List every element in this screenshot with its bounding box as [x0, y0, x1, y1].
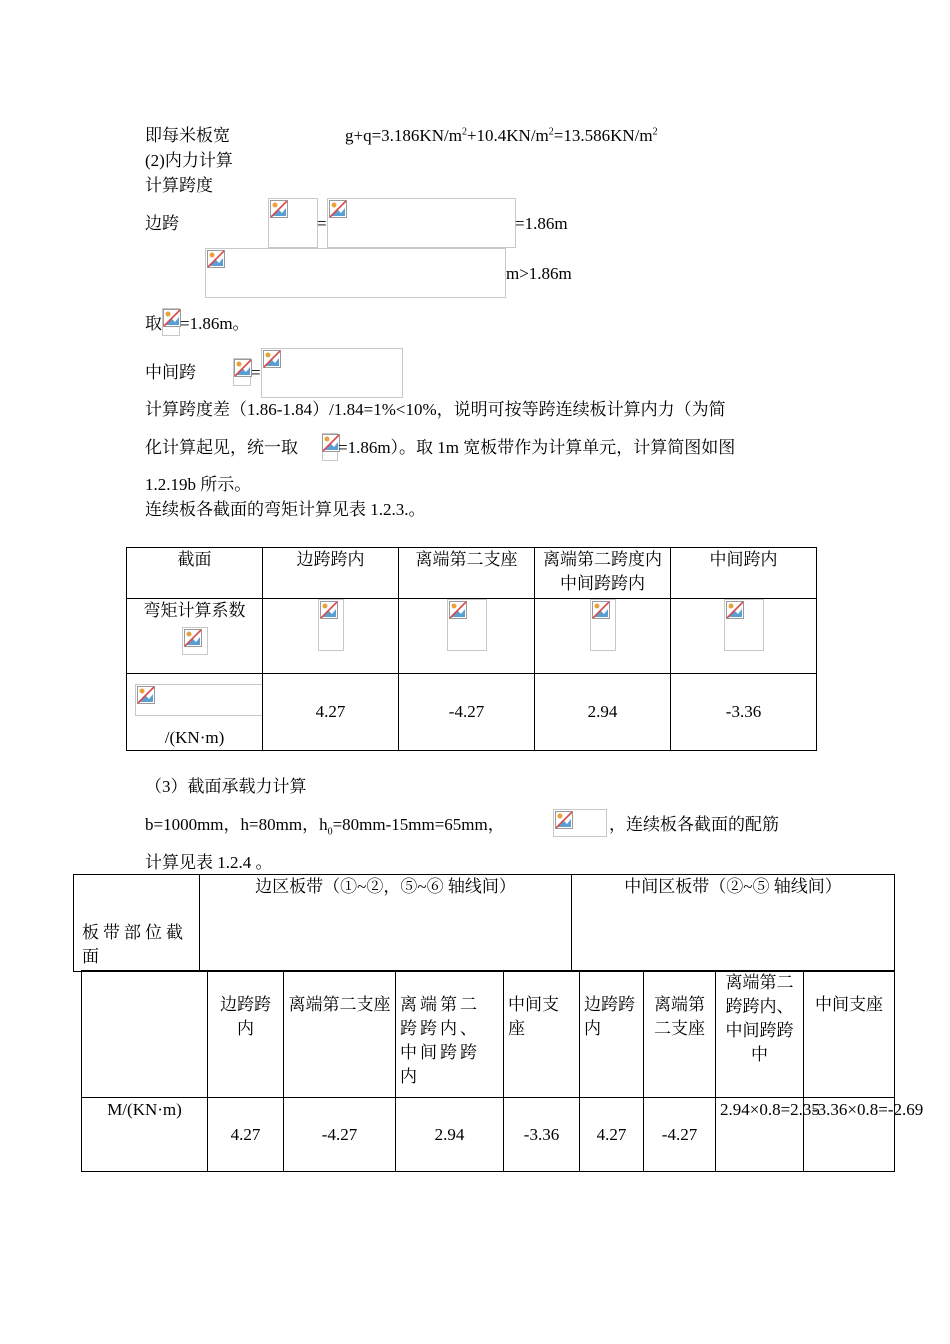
mid-span-label: 中间跨 — [145, 363, 196, 382]
moment-value: 4.27 — [263, 674, 399, 751]
formula-image — [590, 599, 616, 651]
formula-image — [322, 433, 338, 461]
broken-image-icon — [449, 601, 467, 619]
broken-image-icon — [329, 200, 347, 218]
side-span-check: m>1.86m — [506, 264, 572, 283]
paragraph-line-3: 1.2.19b 所示。 — [145, 475, 252, 494]
formula-image — [327, 198, 516, 248]
moment-value: 2.94 — [396, 1098, 504, 1172]
table-header: 中间跨内 — [671, 548, 817, 599]
coefficient-cell — [671, 599, 817, 674]
paragraph-line-2-prefix: 化计算起见，统一取 — [145, 438, 298, 457]
sub-header: 中间支座 — [504, 971, 580, 1098]
broken-image-icon — [320, 601, 338, 619]
formula-image — [233, 358, 251, 386]
group-header: 中间区板带（②~⑤ 轴线间） — [572, 875, 895, 972]
coefficient-cell — [399, 599, 535, 674]
sub-header: 离端第二支座 — [284, 971, 396, 1098]
moment-table — [126, 547, 817, 751]
formula-image — [205, 248, 506, 298]
broken-image-icon — [163, 309, 181, 327]
table-header: 离端第二跨度内中间跨跨内 — [535, 548, 671, 599]
paragraph-line-1: 计算跨度差（1.86-1.84）/1.84=1%<10%，说明可按等跨连续板计算内力（为简 — [145, 400, 726, 419]
internal-force-heading: (2)内力计算 — [145, 151, 233, 170]
load-formula: $g+q=3.186KN/m^2+10.4KN/m^2=13.586KN/m^2$ — [345, 126, 658, 145]
section3-heading: （3）截面承载力计算 — [145, 777, 307, 796]
moment-value: -4.27 — [644, 1098, 716, 1172]
table-header: 离端第二支座 — [399, 548, 535, 599]
equals-sign: = — [317, 214, 327, 233]
row-label: M/(KN·m) — [82, 1098, 208, 1172]
coefficient-label-cell — [127, 599, 263, 674]
formula-image — [724, 599, 764, 651]
broken-image-icon — [592, 601, 610, 619]
sub-header: 边跨跨内 — [208, 971, 284, 1098]
formula-image — [447, 599, 487, 651]
moment-value: -3.36×0.8=-2.69 — [804, 1098, 895, 1172]
equals-sign: = — [251, 363, 261, 382]
moment-value: 4.27 — [580, 1098, 644, 1172]
sub-header: 离端第二跨跨内、中间跨跨内 — [396, 971, 504, 1098]
broken-image-icon — [263, 350, 281, 368]
broken-image-icon — [207, 250, 225, 268]
moment-value: 2.94×0.8=2.35 — [716, 1098, 804, 1172]
broken-image-icon — [137, 686, 155, 704]
moment-label-cell — [127, 674, 263, 751]
moment-value: 4.27 — [208, 1098, 284, 1172]
paragraph-line-2: =1.86m）。取 1m 宽板带作为计算单元，计算简图如图 — [338, 438, 736, 457]
formula-image — [162, 308, 180, 336]
reinforcement-table-header — [73, 874, 895, 972]
formula-image — [261, 348, 403, 398]
section3-line-suffix: ，连续板各截面的配筋 — [609, 815, 779, 834]
broken-image-icon — [726, 601, 744, 619]
coefficient-cell — [263, 599, 399, 674]
formula-image — [268, 198, 318, 248]
broken-image-icon — [234, 359, 252, 377]
corner-label: 板带部位截面 — [74, 875, 200, 972]
take-prefix: 取 — [145, 314, 162, 333]
sub-header: 边跨跨内 — [580, 971, 644, 1098]
paragraph-line-4: 连续板各截面的弯矩计算见表 1.2.3.。 — [145, 500, 426, 519]
section3-line: b=1000mm，h=80mm，$h_0=80mm-15mm=65mm$， — [145, 815, 505, 838]
section3-line2: 计算见表 1.2.4 。 — [145, 853, 273, 872]
moment-value: -4.27 — [284, 1098, 396, 1172]
formula-image — [135, 684, 262, 716]
broken-image-icon — [270, 200, 288, 218]
take-value: =1.86m。 — [180, 314, 250, 333]
reinforcement-table — [81, 970, 924, 1172]
empty-cell — [82, 971, 208, 1098]
per-meter-label: 即每米板宽 — [145, 126, 230, 145]
moment-value: 2.94 — [535, 674, 671, 751]
side-span-label: 边跨 — [145, 214, 179, 233]
sub-header: 离端第二跨跨内、中间跨跨中 — [716, 971, 804, 1098]
coefficient-label: 弯矩计算系数 — [143, 601, 246, 620]
moment-value: -3.36 — [504, 1098, 580, 1172]
broken-image-icon — [555, 811, 573, 829]
coefficient-cell — [535, 599, 671, 674]
moment-value: -4.27 — [399, 674, 535, 751]
group-header: 边区板带（①~②，⑤~⑥ 轴线间） — [200, 875, 572, 972]
moment-unit-label: /(KN·m) — [164, 728, 225, 747]
side-span-result: =1.86m — [515, 214, 568, 233]
span-heading: 计算跨度 — [145, 176, 213, 195]
sub-header: 离端第二支座 — [644, 971, 716, 1098]
formula-image — [318, 599, 344, 651]
table-header: 截面 — [127, 548, 263, 599]
formula-image — [182, 627, 208, 655]
formula-image — [553, 809, 607, 837]
broken-image-icon — [184, 629, 202, 647]
table-header: 边跨跨内 — [263, 548, 399, 599]
moment-value: -3.36 — [671, 674, 817, 751]
sub-header: 中间支座 — [804, 971, 895, 1098]
